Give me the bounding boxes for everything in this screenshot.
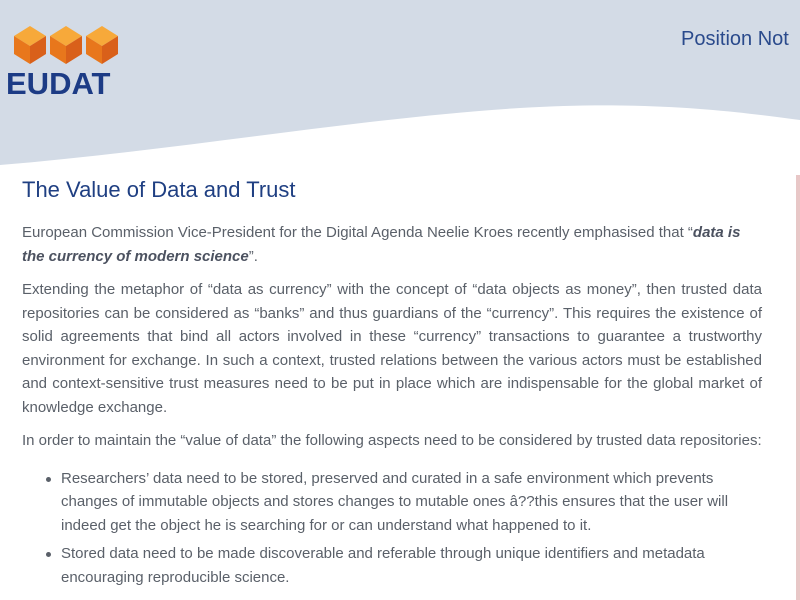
- bullet-icon: [46, 552, 51, 557]
- list-item: [39, 542, 762, 589]
- intro-quote-emphasis: data is the currency of modern science: [22, 224, 741, 265]
- paragraph-intro: [22, 221, 762, 268]
- list-item: [39, 467, 762, 538]
- article-title: The Value of Data and Trust: [22, 177, 296, 202]
- page-header: [0, 0, 800, 175]
- paragraph-aspects-intro: In order to maintain the “value of data” the following aspects need to be considered by trusted data repositories:: [22, 432, 762, 449]
- page-edge-shadow: [796, 175, 800, 600]
- intro-text-before: European Commission Vice-President for the Digital Agenda Neelie Kroes recently emphasised that “: [22, 224, 693, 241]
- article-body: [22, 175, 762, 594]
- intro-text-after: ”.: [248, 247, 258, 265]
- bullet-icon: [46, 477, 51, 482]
- paragraph-currency-metaphor: Extending the metaphor of “data as currency” with the concept of “data objects as money”, then trusted data repositories can be considered as “banks” and thus guardians of the “currency”. This requires the existence of solid agreements that bind all actors involved in these “currency” transactions to guarantee a trustworthy environment for exchange. In such a context, trusted relations between the various actors must be established and context-sensitive trust measures need to be put in place which are indispensable for the global market of knowledge exchange.: [22, 281, 762, 416]
- logo-cubes-icon: [10, 22, 122, 66]
- logo-wordmark: EUDAT: [6, 66, 111, 101]
- eudat-logo[interactable]: [6, 22, 126, 102]
- list-item-text: Researchers’ data need to be stored, preserved and curated in a safe environment which prevents changes of immutable objects and stores changes to mutable ones â??this ensures that the user will indeed get the object he is searching for or can understand what happened to it.: [61, 469, 729, 534]
- document-type-label: Position Not: [681, 28, 789, 50]
- aspects-list: [22, 467, 762, 590]
- list-item-text: Stored data need to be made discoverable and referable through unique identifiers and metadata encouraging reproducible science.: [61, 545, 705, 586]
